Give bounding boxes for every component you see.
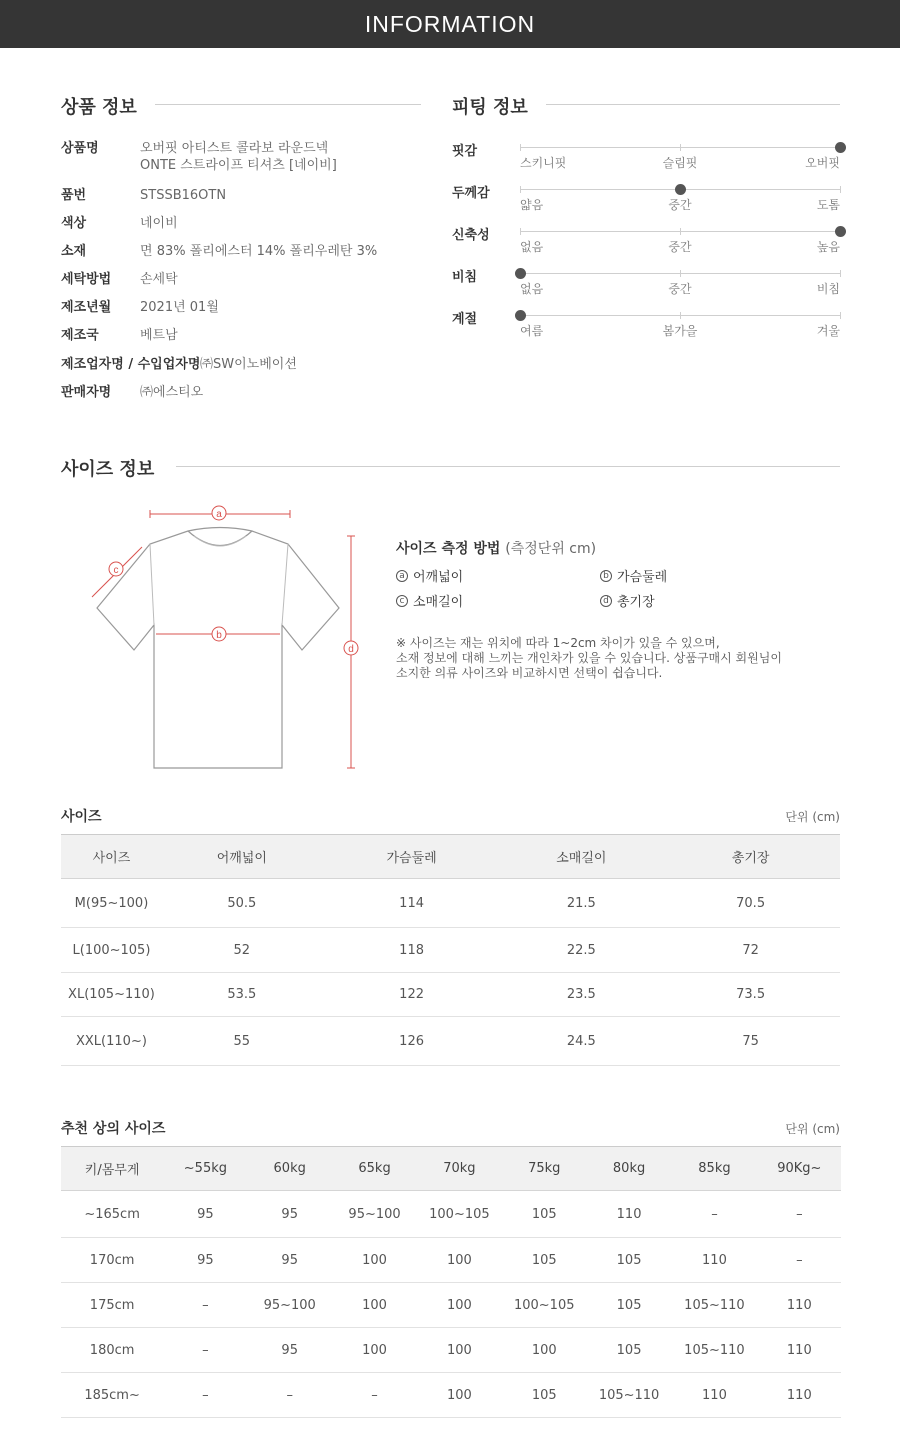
table-cell: 50.5 (162, 879, 322, 928)
table-row (61, 1373, 841, 1418)
fitting-scale-tick (520, 228, 521, 235)
fitting-row-label: 핏감 (452, 144, 478, 159)
fitting-option-label: 없음 (520, 282, 544, 296)
table-cell: – (163, 1373, 247, 1418)
fitting-option-label: 중간 (668, 240, 692, 254)
table-cell: – (758, 1191, 841, 1238)
measure-method-heading: 사이즈 측정 방법 (396, 541, 501, 557)
product-info-value: 손세탁 (140, 272, 178, 287)
marker-d-label: d (348, 644, 354, 655)
table-cell: 52 (162, 928, 322, 973)
table-cell: 75 (661, 1017, 840, 1066)
table-cell: 21.5 (501, 879, 661, 928)
table-header-cell: 90Kg~ (758, 1147, 841, 1191)
fitting-scale-tick (680, 312, 681, 319)
table-cell: – (163, 1283, 247, 1328)
product-info-value: 오버핏 아티스트 콜라보 라운드넥 ONTE 스트라이프 티셔츠 [네이비] (140, 141, 337, 173)
product-info-key: 색상 (61, 216, 87, 231)
table-cell: 72 (661, 928, 840, 973)
measure-item-c (396, 591, 463, 610)
fitting-info-title: 피팅 정보 (452, 97, 528, 118)
fitting-scale-tick (680, 228, 681, 235)
table-cell: 100 (332, 1283, 417, 1328)
fitting-row (452, 224, 842, 264)
product-info-value: 네이비 (140, 216, 178, 231)
mark-a-icon: a (396, 570, 408, 582)
product-info-key: 판매자명 (61, 385, 112, 400)
product-info-value: ㈜SW이노베이션 (200, 357, 297, 372)
marker-a-label: a (216, 509, 222, 520)
table-cell: 95 (163, 1238, 247, 1283)
fitting-selected-dot-icon (515, 268, 526, 279)
fitting-scale-tick (680, 144, 681, 151)
fitting-row (452, 140, 842, 180)
table-cell: 175cm (61, 1283, 163, 1328)
size-table-title: 사이즈 (61, 809, 102, 825)
table-cell: 100~105 (417, 1191, 501, 1238)
measure-method-title (396, 538, 596, 558)
mark-d-icon: d (600, 595, 612, 607)
table-cell: 110 (758, 1283, 841, 1328)
product-info-divider (155, 104, 421, 105)
fitting-option-label: 여름 (520, 324, 544, 338)
table-cell: 73.5 (661, 973, 840, 1017)
fitting-option-label: 높음 (816, 240, 840, 254)
table-row (61, 1328, 841, 1373)
table-header-row (61, 835, 840, 879)
measure-label-c: 소매길이 (413, 595, 464, 610)
table-cell: 105~110 (671, 1283, 757, 1328)
table-cell: 95 (248, 1328, 332, 1373)
fitting-scale-tick (840, 312, 841, 319)
table-cell: 23.5 (501, 973, 661, 1017)
marker-c-label: c (113, 565, 119, 576)
tshirt-measure-diagram (80, 500, 370, 780)
table-cell: 95~100 (248, 1283, 332, 1328)
table-header-cell: 키/몸무게 (61, 1147, 163, 1191)
table-cell: 95 (248, 1238, 332, 1283)
table-row (61, 1017, 840, 1066)
size-info-divider (176, 466, 840, 467)
table-cell: M(95~100) (61, 879, 162, 928)
table-cell: 105 (502, 1373, 587, 1418)
product-info-value: 2021년 01월 (140, 300, 219, 315)
table-cell: 105 (502, 1191, 587, 1238)
table-cell: 95 (248, 1191, 332, 1238)
table-cell: 114 (322, 879, 502, 928)
table-cell: 24.5 (501, 1017, 661, 1066)
table-cell: 170cm (61, 1238, 163, 1283)
fitting-selected-dot-icon (835, 142, 846, 153)
table-cell: 100 (417, 1283, 501, 1328)
fitting-option-label: 얇음 (520, 198, 544, 212)
table-header-cell: 80kg (587, 1147, 671, 1191)
table-header-cell: 소매길이 (501, 835, 661, 879)
fitting-row-label: 비침 (452, 270, 478, 285)
table-cell: 110 (587, 1191, 671, 1238)
table-header-cell: 총기장 (661, 835, 840, 879)
product-info-title: 상품 정보 (61, 97, 137, 118)
fitting-option-label: 도톰 (816, 198, 840, 212)
table-cell: 110 (671, 1373, 757, 1418)
recommend-table-title: 추천 상의 사이즈 (61, 1121, 166, 1137)
table-cell: 100 (502, 1328, 587, 1373)
fitting-option-label: 오버핏 (805, 156, 840, 170)
product-info-key: 소재 (61, 244, 87, 259)
measure-item-d (600, 591, 655, 610)
size-table-unit: 단위 (cm) (785, 810, 840, 824)
note-line: 소지한 의류 사이즈와 비교하시면 선택이 쉽습니다. (396, 666, 663, 680)
fitting-row-label: 계절 (452, 312, 478, 327)
fitting-option-label: 비침 (816, 282, 840, 296)
table-row (61, 1238, 841, 1283)
table-cell: – (758, 1238, 841, 1283)
note-line: 소재 정보에 대해 느끼는 개인차가 있을 수 있습니다. 상품구매시 회원님이 (396, 651, 782, 665)
table-cell: 100 (417, 1373, 501, 1418)
fitting-row-label: 두께감 (452, 186, 490, 201)
fitting-option-label: 중간 (668, 198, 692, 212)
table-header-cell: 어깨넓이 (162, 835, 322, 879)
measure-label-d: 총기장 (617, 595, 655, 610)
size-table (61, 834, 840, 1066)
table-cell: 105 (587, 1238, 671, 1283)
table-cell: XXL(110~) (61, 1017, 162, 1066)
table-cell: L(100~105) (61, 928, 162, 973)
size-note (396, 636, 816, 681)
fitting-scale-tick (680, 270, 681, 277)
fitting-option-label: 중간 (668, 282, 692, 296)
table-row (61, 973, 840, 1017)
fitting-scale-tick (840, 270, 841, 277)
fitting-scale-tick (520, 144, 521, 151)
recommend-table (61, 1146, 841, 1418)
note-line: ※ 사이즈는 재는 위치에 따라 1~2cm 차이가 있을 수 있으며, (396, 636, 720, 650)
table-cell: 100 (332, 1238, 417, 1283)
table-header-cell: 사이즈 (61, 835, 162, 879)
table-cell: ~165cm (61, 1191, 163, 1238)
table-header-cell: 60kg (248, 1147, 332, 1191)
product-info-value: 면 83% 폴리에스터 14% 폴리우레탄 3% (140, 244, 378, 259)
table-cell: – (163, 1328, 247, 1373)
table-cell: 110 (758, 1328, 841, 1373)
table-cell: 100 (417, 1238, 501, 1283)
table-header-cell: 75kg (502, 1147, 587, 1191)
table-cell: 22.5 (501, 928, 661, 973)
fitting-option-label: 스키니핏 (520, 156, 567, 170)
product-info-value: 베트남 (140, 328, 178, 343)
product-info-key: 제조년월 (61, 300, 112, 315)
fitting-scale-tick (840, 186, 841, 193)
table-cell: 180cm (61, 1328, 163, 1373)
table-cell: 122 (322, 973, 502, 1017)
table-cell: 100 (332, 1328, 417, 1373)
measure-item-b (600, 566, 667, 585)
table-cell: 105~110 (587, 1373, 671, 1418)
table-cell: 105 (587, 1328, 671, 1373)
product-info-key: 품번 (61, 188, 87, 203)
product-info-key: 세탁방법 (61, 272, 112, 287)
fitting-option-label: 없음 (520, 240, 544, 254)
product-info-key: 제조업자명 / 수입업자명 (61, 357, 201, 372)
mark-b-icon: b (600, 570, 612, 582)
table-cell: – (671, 1191, 757, 1238)
table-cell: 105~110 (671, 1328, 757, 1373)
fitting-row-label: 신축성 (452, 228, 490, 243)
table-cell: 100~105 (502, 1283, 587, 1328)
table-cell: – (332, 1373, 417, 1418)
table-cell: XL(105~110) (61, 973, 162, 1017)
table-row (61, 879, 840, 928)
table-header-cell: ~55kg (163, 1147, 247, 1191)
product-info-key: 제조국 (61, 328, 99, 343)
measure-unit-label: (측정단위 cm) (505, 541, 597, 557)
measure-label-a: 어깨넓이 (413, 570, 464, 585)
table-row (61, 1283, 841, 1328)
header-title: INFORMATION (364, 11, 536, 37)
marker-b-label: b (216, 630, 222, 641)
table-header-cell: 70kg (417, 1147, 501, 1191)
measure-label-b: 가슴둘레 (617, 570, 668, 585)
fitting-row (452, 266, 842, 306)
product-info-key: 상품명 (61, 141, 99, 156)
table-row (61, 1191, 841, 1238)
table-cell: 185cm~ (61, 1373, 163, 1418)
fitting-selected-dot-icon (515, 310, 526, 321)
table-cell: 105 (502, 1238, 587, 1283)
table-cell: 110 (758, 1373, 841, 1418)
product-info-value: ㈜에스티오 (140, 385, 204, 400)
table-cell: 53.5 (162, 973, 322, 1017)
table-header-row (61, 1147, 841, 1191)
product-info-value: STSSB16OTN (140, 188, 227, 203)
table-cell: 100 (417, 1328, 501, 1373)
table-cell: 110 (671, 1238, 757, 1283)
mark-c-icon: c (396, 595, 408, 607)
table-header-cell: 가슴둘레 (322, 835, 502, 879)
tshirt-outline (97, 528, 339, 769)
table-cell: – (248, 1373, 332, 1418)
fitting-option-label: 봄가을 (662, 324, 698, 338)
measure-item-a (396, 566, 463, 585)
table-header-cell: 85kg (671, 1147, 757, 1191)
table-cell: 118 (322, 928, 502, 973)
fitting-row (452, 182, 842, 222)
size-info-title: 사이즈 정보 (61, 459, 155, 480)
fitting-scale-tick (520, 186, 521, 193)
table-cell: 55 (162, 1017, 322, 1066)
fitting-option-label: 겨울 (816, 324, 840, 338)
table-header-cell: 65kg (332, 1147, 417, 1191)
fitting-option-label: 슬림핏 (662, 156, 698, 170)
table-cell: 70.5 (661, 879, 840, 928)
recommend-table-unit: 단위 (cm) (785, 1122, 840, 1136)
page-header (0, 0, 900, 48)
table-cell: 126 (322, 1017, 502, 1066)
fitting-row (452, 308, 842, 348)
table-cell: 95 (163, 1191, 247, 1238)
fitting-selected-dot-icon (675, 184, 686, 195)
table-row (61, 928, 840, 973)
fitting-info-divider (546, 104, 840, 105)
fitting-selected-dot-icon (835, 226, 846, 237)
table-cell: 105 (587, 1283, 671, 1328)
table-cell: 95~100 (332, 1191, 417, 1238)
